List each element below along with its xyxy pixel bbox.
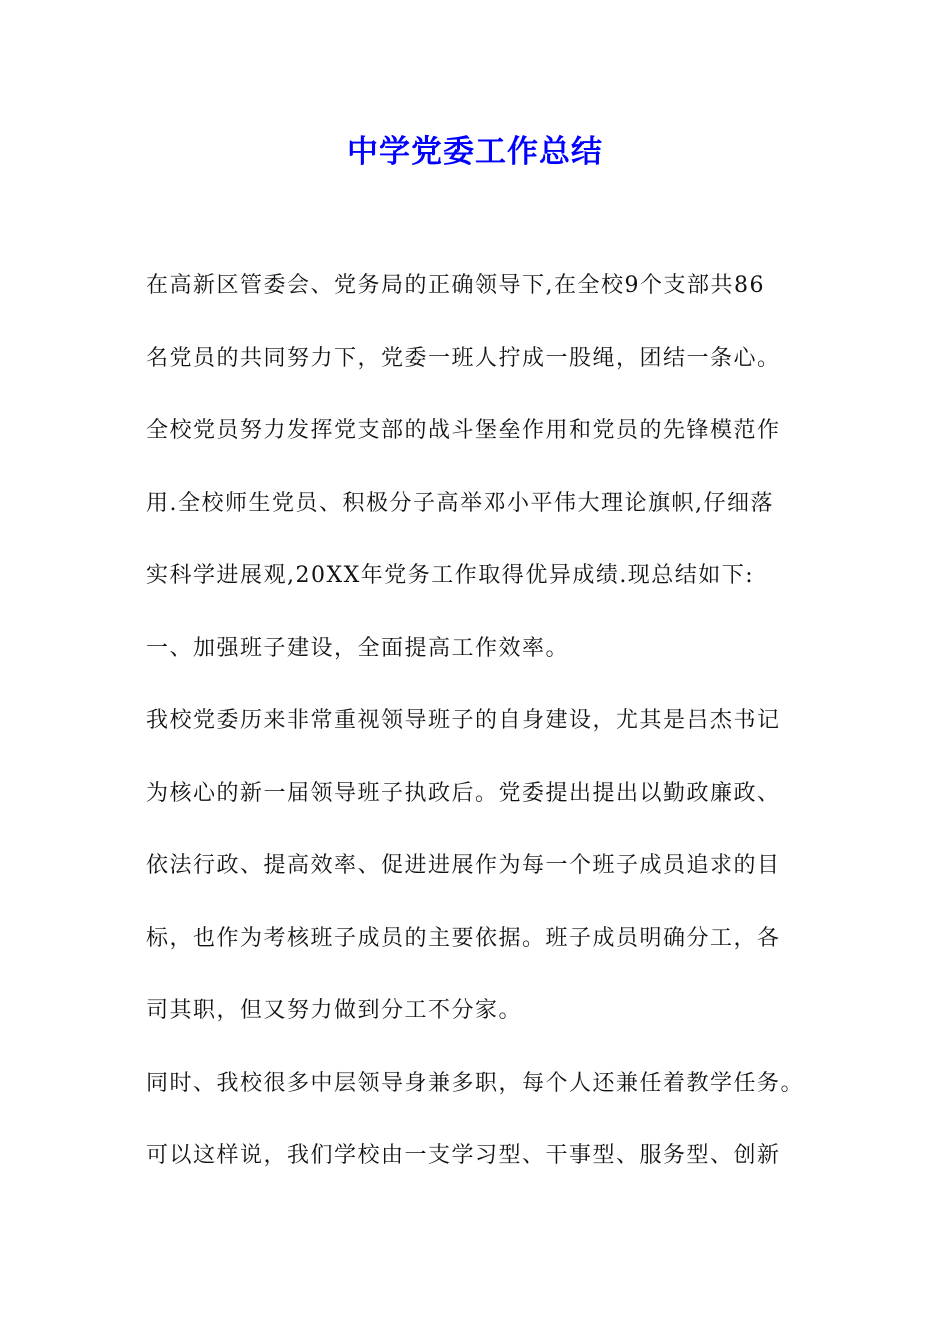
- text-line: 名党员的共同努力下，党委一班人拧成一股绳，团结一条心。: [146, 345, 781, 371]
- text-line: 依法行政、提高效率、促进进展作为每一个班子成员追求的目: [146, 853, 781, 878]
- section-heading: 一、加强班子建设，全面提高工作效率。: [146, 635, 570, 661]
- text-line: 用.全校师生党员、积极分子高举邓小平伟大理论旗帜,仔细落: [146, 490, 774, 516]
- document-title: 中学党委工作总结: [347, 134, 603, 170]
- text-line: 全校党员努力发挥党支部的战斗堡垒作用和党员的先锋模范作: [146, 418, 781, 443]
- text-line: 可以这样说，我们学校由一支学习型、干事型、服务型、创新: [146, 1143, 781, 1168]
- text-line: 我校党委历来非常重视领导班子的自身建设，尤其是吕杰书记: [146, 708, 781, 733]
- text-line: 司其职，但又努力做到分工不分家。: [146, 998, 523, 1023]
- text-line: 实科学进展观,20XX年党务工作取得优异成绩.现总结如下:: [146, 563, 755, 588]
- text-line: 标，也作为考核班子成员的主要依据。班子成员明确分工，各: [146, 925, 781, 951]
- text-line: 为核心的新一届领导班子执政后。党委提出提出以勤政廉政、: [146, 780, 781, 806]
- text-line: 在高新区管委会、党务局的正确领导下,在全校9个支部共86: [146, 273, 765, 298]
- text-line: 同时、我校很多中层领导身兼多职，每个人还兼任着教学任务。: [146, 1070, 805, 1096]
- document-body: [146, 262, 846, 1205]
